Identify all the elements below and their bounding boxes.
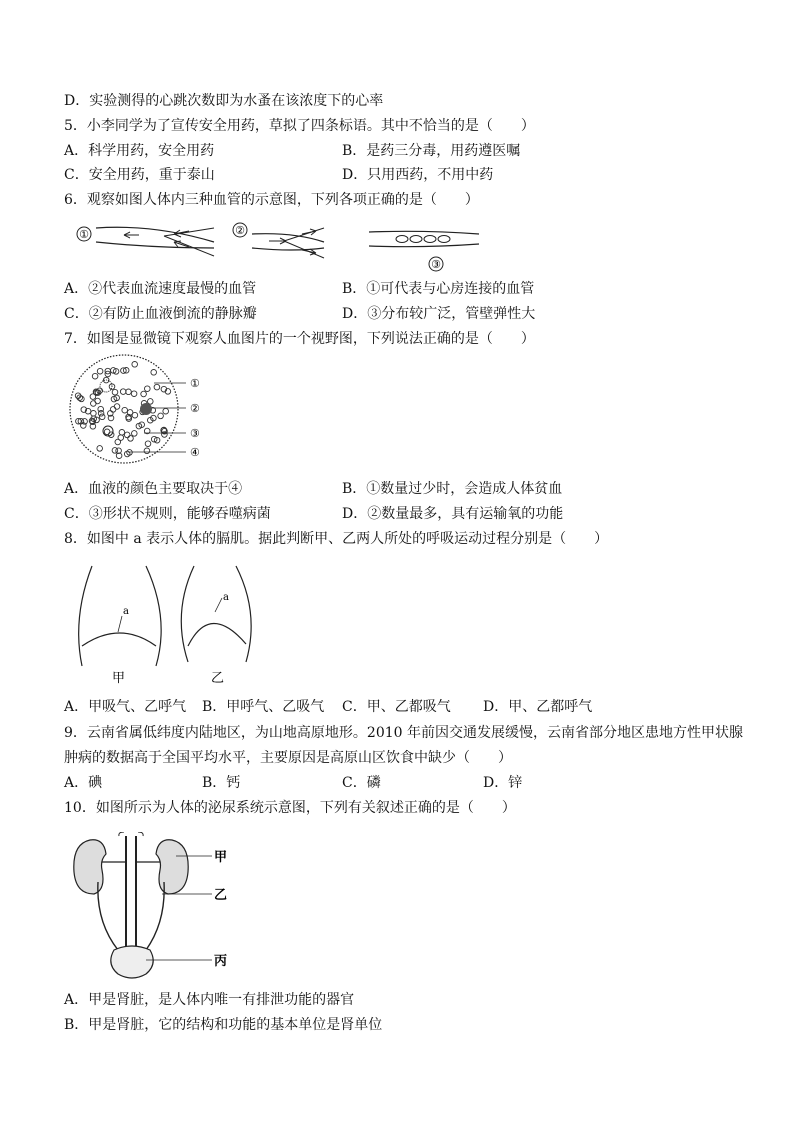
q7-red-blood-cell: [98, 411, 104, 417]
q7-red-blood-cell: [124, 432, 130, 438]
q6-option-a: A．②代表血流速度最慢的血管: [64, 281, 257, 297]
q8-diaphragm-figure: [70, 558, 270, 686]
q7-red-blood-cell: [126, 389, 132, 395]
q7-option-d: D．②数量最多，具有运输氧的功能: [342, 506, 564, 522]
q7-red-blood-cell: [154, 384, 160, 390]
q6-option-d: D．③分布较广泛，管壁弹性大: [342, 306, 536, 322]
q6-vessel-3: [369, 231, 479, 271]
q7-label-1: ①: [190, 377, 200, 390]
q10-right-ureter: [146, 882, 164, 950]
q9-stem-line2: 肿病的数据高于全国平均水平，主要原因是高原山区饮食中缺少（ ）: [64, 750, 512, 766]
q5-option-d: D．只用西药，不用中药: [342, 167, 494, 183]
q7-label-4: ④: [190, 446, 200, 459]
q6-option-c: C．②有防止血液倒流的静脉瓣: [64, 306, 257, 322]
q7-red-blood-cell: [120, 389, 126, 395]
q7-red-blood-cell: [145, 386, 151, 392]
q10-label-bing: 丙: [214, 954, 228, 969]
q7-red-blood-cell: [158, 413, 164, 419]
q6-label-1: ①: [79, 228, 89, 241]
q7-red-blood-cell: [148, 399, 154, 405]
q6-stem: 6．观察如图人体内三种血管的示意图，下列各项正确的是（ ）: [64, 192, 479, 208]
q7-label-3: ③: [190, 427, 200, 440]
q7-red-blood-cells: [75, 362, 170, 459]
q6-label-3: ③: [431, 258, 441, 271]
q5-option-a: A．科学用药，安全用药: [64, 143, 215, 159]
q7-red-blood-cell: [97, 368, 103, 374]
q9-option-a: A．碘: [64, 775, 103, 791]
q10-left-kidney: [74, 840, 106, 894]
q7-red-blood-cell: [104, 429, 110, 435]
q5-stem: 5．小李同学为了宣传安全用药，草拟了四条标语。其中不恰当的是（ ）: [64, 118, 535, 134]
q7-red-blood-cell: [112, 389, 118, 395]
q7-red-blood-cell: [92, 373, 98, 379]
q10-option-b: B．甲是肾脏，它的结构和功能的基本单位是肾单位: [64, 1017, 383, 1033]
q7-red-blood-cell: [145, 441, 151, 447]
q7-blood-smear-figure: [66, 353, 216, 465]
q10-stem: 10．如图所示为人体的泌尿系统示意图，下列有关叙述正确的是（ ）: [64, 800, 516, 816]
q7-white-blood-cell: [140, 403, 152, 415]
q10-right-kidney: [156, 840, 188, 894]
q7-red-blood-cell: [91, 401, 97, 407]
q7-red-blood-cell: [144, 448, 150, 454]
q7-red-blood-cell: [128, 436, 134, 442]
q7-red-blood-cell: [91, 411, 97, 417]
q6-vessel-1: [77, 227, 214, 256]
q7-red-blood-cell: [141, 391, 147, 397]
q7-red-blood-cell: [132, 412, 138, 418]
q10-urinary-system-figure: [66, 832, 246, 984]
q7-red-blood-cell: [97, 446, 103, 452]
q10-option-a: A．甲是肾脏，是人体内唯一有排泄功能的器官: [64, 992, 355, 1008]
q5-option-b: B．是药三分毒，用药遵医嘱: [342, 143, 521, 159]
q8-thorax-jia: [79, 566, 161, 686]
q7-option-b: B．①数量过少时，会造成人体贫血: [342, 481, 563, 497]
q9-option-d: D．锌: [483, 775, 523, 791]
q6-blood-vessels-figure: [64, 214, 484, 276]
q7-option-a: A．血液的颜色主要取决于④: [64, 481, 243, 497]
q9-option-c: C．磷: [342, 775, 381, 791]
q7-red-blood-cell: [132, 362, 138, 368]
q7-red-blood-cell: [132, 431, 138, 437]
q7-red-blood-cell: [163, 408, 169, 414]
q9-option-b: B．钙: [202, 775, 241, 791]
q6-label-2: ②: [235, 224, 245, 237]
q4-option-d: D．实验测得的心跳次数即为水蚤在该浓度下的心率: [64, 93, 384, 109]
q7-stem: 7．如图是显微镜下观察人血图片的一个视野图，下列说法正确的是（ ）: [64, 331, 535, 347]
q6-vessel-2: [233, 223, 324, 258]
q7-red-blood-cell: [122, 407, 128, 413]
q6-option-b: B．①可代表与心房连接的血管: [342, 281, 535, 297]
q10-label-jia: 甲: [214, 850, 228, 865]
q8-option-d: D．甲、乙都呼气: [483, 699, 593, 715]
q10-label-yi: 乙: [214, 888, 228, 903]
q8-label-a-jia: a: [123, 606, 129, 617]
q5-option-c: C．安全用药，重于泰山: [64, 167, 215, 183]
q8-label-jia: 甲: [112, 671, 126, 686]
q7-red-blood-cell: [110, 407, 116, 413]
q8-thorax-yi: [181, 566, 251, 686]
q7-red-blood-cell: [151, 370, 157, 376]
q7-red-blood-cell: [119, 430, 125, 436]
q8-label-a-yi: a: [223, 592, 229, 603]
q7-label-2: ②: [190, 402, 200, 415]
q7-option-c: C．③形状不规则，能够吞噬病菌: [64, 506, 271, 522]
q10-bladder: [111, 946, 153, 978]
q7-red-blood-cell: [131, 391, 137, 397]
q7-red-blood-cell: [103, 377, 109, 383]
q9-stem-line1: 9．云南省属低纬度内陆地区，为山地高原地形。2010 年前因交通发展缓慢，云南省部分地区患地方性甲状腺: [64, 725, 743, 741]
q8-option-c: C．甲、乙都吸气: [342, 699, 451, 715]
q7-red-blood-cell: [118, 435, 124, 441]
q8-option-a: A．甲吸气、乙呼气: [64, 699, 187, 715]
q7-red-blood-cell: [99, 414, 105, 420]
q7-red-blood-cell: [114, 404, 120, 410]
q8-label-yi: 乙: [211, 671, 225, 686]
q10-left-ureter: [98, 882, 118, 950]
q8-stem: 8．如图中 a 表示人体的膈肌。据此判断甲、乙两人所处的呼吸运动过程分别是（ ）: [64, 531, 609, 547]
q8-option-b: B．甲呼气、乙吸气: [202, 699, 325, 715]
